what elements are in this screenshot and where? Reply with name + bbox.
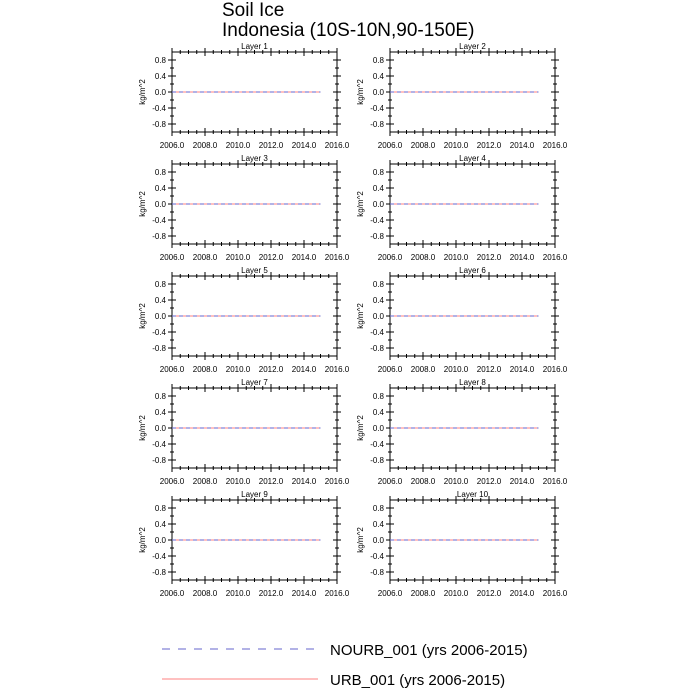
x-tick-label: 2012.0 xyxy=(258,477,284,486)
panel-layer-3 xyxy=(138,154,350,262)
x-tick-label: 2016.0 xyxy=(542,589,568,598)
x-tick-label: 2016.0 xyxy=(542,477,568,486)
panel-title: Layer 9 xyxy=(241,490,268,499)
x-tick-label: 2008.0 xyxy=(410,365,436,374)
x-tick-label: 2014.0 xyxy=(291,589,317,598)
x-tick-label: 2008.0 xyxy=(192,589,218,598)
panel-layer-6 xyxy=(356,266,568,374)
x-tick-label: 2008.0 xyxy=(410,141,436,150)
y-tick-label: -0.8 xyxy=(370,120,384,129)
legend-label: URB_001 (yrs 2006-2015) xyxy=(330,672,506,689)
x-tick-label: 2014.0 xyxy=(291,365,317,374)
y-axis-label: kg/m^2 xyxy=(138,527,147,553)
y-tick-label: 0.4 xyxy=(154,520,166,529)
y-tick-label: -0.4 xyxy=(370,552,384,561)
y-axis-label: kg/m^2 xyxy=(356,415,365,441)
x-tick-label: 2008.0 xyxy=(192,141,218,150)
y-tick-label: -0.4 xyxy=(152,440,166,449)
y-tick-label: -0.4 xyxy=(152,216,166,225)
x-tick-label: 2012.0 xyxy=(258,253,284,262)
y-tick-label: 0.8 xyxy=(154,392,166,401)
x-tick-label: 2006.0 xyxy=(377,365,403,374)
x-tick-label: 2014.0 xyxy=(509,589,535,598)
x-tick-label: 2008.0 xyxy=(192,365,218,374)
x-tick-label: 2006.0 xyxy=(159,365,185,374)
panel-layer-10 xyxy=(356,490,568,598)
y-tick-label: 0.8 xyxy=(372,168,384,177)
y-tick-label: 0.4 xyxy=(154,408,166,417)
y-tick-label: 0.0 xyxy=(154,424,166,433)
x-tick-label: 2006.0 xyxy=(377,141,403,150)
x-tick-label: 2016.0 xyxy=(324,253,350,262)
panel-title: Layer 2 xyxy=(459,42,486,51)
x-tick-label: 2016.0 xyxy=(324,141,350,150)
x-tick-label: 2016.0 xyxy=(324,365,350,374)
y-tick-label: -0.8 xyxy=(152,344,166,353)
x-tick-label: 2014.0 xyxy=(291,141,317,150)
x-tick-label: 2008.0 xyxy=(192,253,218,262)
y-tick-label: -0.4 xyxy=(152,104,166,113)
x-tick-label: 2014.0 xyxy=(509,365,535,374)
x-tick-label: 2010.0 xyxy=(443,253,469,262)
y-tick-label: 0.0 xyxy=(154,312,166,321)
x-tick-label: 2012.0 xyxy=(476,365,502,374)
x-tick-label: 2010.0 xyxy=(225,253,251,262)
y-tick-label: -0.8 xyxy=(370,456,384,465)
y-tick-label: -0.8 xyxy=(152,456,166,465)
panel-title: Layer 3 xyxy=(241,154,268,163)
x-tick-label: 2014.0 xyxy=(509,253,535,262)
y-tick-label: -0.4 xyxy=(370,104,384,113)
panel-layer-1 xyxy=(138,42,350,150)
x-tick-label: 2012.0 xyxy=(258,141,284,150)
x-tick-label: 2006.0 xyxy=(377,253,403,262)
x-tick-label: 2008.0 xyxy=(410,589,436,598)
x-tick-label: 2012.0 xyxy=(258,589,284,598)
x-tick-label: 2012.0 xyxy=(476,589,502,598)
panel-title: Layer 7 xyxy=(241,378,268,387)
y-tick-label: -0.8 xyxy=(152,232,166,241)
figure-subtitle: Indonesia (10S-10N,90-150E) xyxy=(222,20,475,41)
y-tick-label: -0.8 xyxy=(370,568,384,577)
x-tick-label: 2008.0 xyxy=(410,253,436,262)
x-tick-label: 2016.0 xyxy=(542,253,568,262)
panel-title: Layer 6 xyxy=(459,266,486,275)
x-tick-label: 2016.0 xyxy=(324,477,350,486)
y-tick-label: -0.8 xyxy=(152,120,166,129)
y-axis-label: kg/m^2 xyxy=(138,191,147,217)
x-tick-label: 2008.0 xyxy=(410,477,436,486)
x-tick-label: 2010.0 xyxy=(225,141,251,150)
x-tick-label: 2010.0 xyxy=(225,365,251,374)
panel-title: Layer 8 xyxy=(459,378,486,387)
x-tick-label: 2006.0 xyxy=(159,589,185,598)
x-tick-label: 2008.0 xyxy=(192,477,218,486)
y-axis-label: kg/m^2 xyxy=(138,303,147,329)
y-axis-label: kg/m^2 xyxy=(356,191,365,217)
y-tick-label: 0.4 xyxy=(154,72,166,81)
y-tick-label: 0.4 xyxy=(372,408,384,417)
y-tick-label: 0.4 xyxy=(372,72,384,81)
legend-label: NOURB_001 (yrs 2006-2015) xyxy=(330,642,528,659)
y-tick-label: 0.8 xyxy=(154,56,166,65)
panel-layer-2 xyxy=(356,42,568,150)
y-tick-label: -0.4 xyxy=(370,440,384,449)
panel-layer-8 xyxy=(356,378,568,486)
x-tick-label: 2006.0 xyxy=(377,477,403,486)
y-tick-label: -0.8 xyxy=(152,568,166,577)
x-tick-label: 2006.0 xyxy=(377,589,403,598)
y-tick-label: -0.4 xyxy=(152,552,166,561)
y-tick-label: 0.4 xyxy=(372,296,384,305)
y-axis-label: kg/m^2 xyxy=(356,303,365,329)
x-tick-label: 2012.0 xyxy=(476,253,502,262)
y-tick-label: 0.4 xyxy=(154,184,166,193)
y-tick-label: 0.8 xyxy=(154,168,166,177)
y-tick-label: 0.4 xyxy=(372,184,384,193)
x-tick-label: 2014.0 xyxy=(291,477,317,486)
y-tick-label: 0.8 xyxy=(154,504,166,513)
x-tick-label: 2006.0 xyxy=(159,141,185,150)
x-tick-label: 2006.0 xyxy=(159,477,185,486)
y-axis-label: kg/m^2 xyxy=(138,415,147,441)
panel-title: Layer 4 xyxy=(459,154,486,163)
x-tick-label: 2012.0 xyxy=(476,141,502,150)
y-tick-label: 0.8 xyxy=(154,280,166,289)
y-tick-label: 0.0 xyxy=(154,536,166,545)
y-tick-label: 0.0 xyxy=(154,88,166,97)
x-tick-label: 2014.0 xyxy=(509,477,535,486)
y-axis-label: kg/m^2 xyxy=(356,79,365,105)
y-tick-label: 0.0 xyxy=(154,200,166,209)
panel-title: Layer 10 xyxy=(456,490,489,499)
figure-title: Soil Ice xyxy=(222,0,285,21)
y-tick-label: 0.0 xyxy=(372,424,384,433)
x-tick-label: 2010.0 xyxy=(225,589,251,598)
panel-title: Layer 1 xyxy=(241,42,268,51)
x-tick-label: 2010.0 xyxy=(443,477,469,486)
y-tick-label: 0.4 xyxy=(372,520,384,529)
panel-layer-7 xyxy=(138,378,350,486)
panel-title: Layer 5 xyxy=(241,266,268,275)
y-tick-label: 0.0 xyxy=(372,312,384,321)
y-tick-label: -0.4 xyxy=(152,328,166,337)
y-tick-label: 0.8 xyxy=(372,56,384,65)
x-tick-label: 2010.0 xyxy=(225,477,251,486)
y-tick-label: 0.8 xyxy=(372,504,384,513)
legend xyxy=(162,642,528,689)
panel-layer-5 xyxy=(138,266,350,374)
y-tick-label: 0.0 xyxy=(372,88,384,97)
x-tick-label: 2014.0 xyxy=(509,141,535,150)
y-tick-label: 0.0 xyxy=(372,200,384,209)
x-tick-label: 2016.0 xyxy=(324,589,350,598)
y-tick-label: -0.4 xyxy=(370,328,384,337)
x-tick-label: 2016.0 xyxy=(542,365,568,374)
x-tick-label: 2016.0 xyxy=(542,141,568,150)
x-tick-label: 2012.0 xyxy=(258,365,284,374)
y-tick-label: 0.4 xyxy=(154,296,166,305)
y-tick-label: -0.4 xyxy=(370,216,384,225)
panel-layer-4 xyxy=(356,154,568,262)
y-tick-label: 0.8 xyxy=(372,392,384,401)
y-axis-label: kg/m^2 xyxy=(356,527,365,553)
x-tick-label: 2010.0 xyxy=(443,589,469,598)
x-tick-label: 2014.0 xyxy=(291,253,317,262)
y-tick-label: 0.0 xyxy=(372,536,384,545)
y-tick-label: 0.8 xyxy=(372,280,384,289)
x-tick-label: 2006.0 xyxy=(159,253,185,262)
x-tick-label: 2010.0 xyxy=(443,365,469,374)
y-tick-label: -0.8 xyxy=(370,344,384,353)
x-tick-label: 2012.0 xyxy=(476,477,502,486)
y-tick-label: -0.8 xyxy=(370,232,384,241)
y-axis-label: kg/m^2 xyxy=(138,79,147,105)
x-tick-label: 2010.0 xyxy=(443,141,469,150)
panel-layer-9 xyxy=(138,490,350,598)
